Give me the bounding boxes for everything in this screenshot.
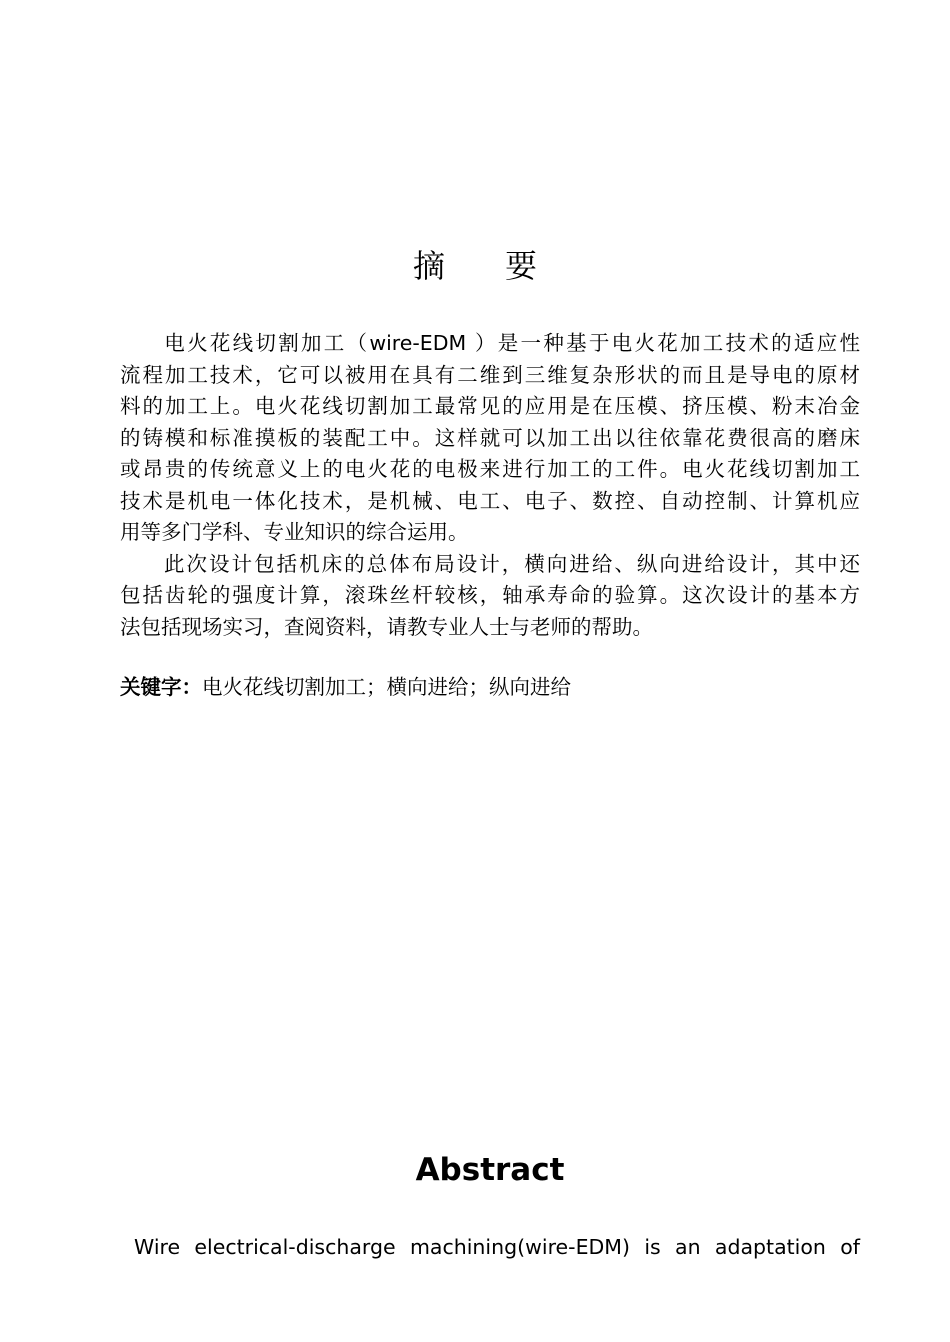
keywords-line xyxy=(120,672,860,704)
paragraph-1-line-6: 技术是机电一体化技术，是机械、电工、电子、数控、自动控制、计算机应 xyxy=(120,488,860,513)
paragraph-1-line-3: 料的加工上。电火花线切割加工最常见的应用是在压模、挤压模、粉末冶金 xyxy=(120,394,860,418)
paragraph-2-line-3: 法包括现场实习，查阅资料，请教专业人士与老师的帮助。 xyxy=(120,614,653,639)
title-char-1: 摘 xyxy=(412,247,445,285)
english-abstract-first-line: Wire electrical-discharge machining(wire-EDM) is an adaptation of xyxy=(134,1235,860,1259)
chinese-abstract-body xyxy=(120,328,860,643)
paragraph-1-line-4: 的铸模和标准摸板的装配工中。这样就可以加工出以往依靠花费很高的磨床 xyxy=(120,425,860,450)
title-char-2: 要 xyxy=(505,247,538,285)
english-abstract-title: Abstract xyxy=(415,1152,565,1188)
paragraph-2-line-1: 此次设计包括机床的总体布局设计，横向进给、纵向进给设计，其中还 xyxy=(162,551,860,576)
paragraph-1-line-2: 流程加工技术，它可以被用在具有二维到三维复杂形状的而且是导电的原材 xyxy=(120,362,860,387)
paragraph-2-line-2: 包括齿轮的强度计算，滚珠丝杆较核，轴承寿命的验算。这次设计的基本方 xyxy=(120,583,860,607)
keywords-text: 电火花线切割加工；横向进给；纵向进给 xyxy=(202,675,571,699)
paragraph-1-line-5: 或昂贵的传统意义上的电火花的电极来进行加工的工件。电火花线切割加工 xyxy=(120,457,860,481)
chinese-abstract-title xyxy=(0,243,950,289)
paragraph-1-line-1: 电火花线切割加工（wire-EDM ）是一种基于电火花加工技术的适应性 xyxy=(162,331,860,355)
paragraph-1-line-7: 用等多门学科、专业知识的综合运用。 xyxy=(120,520,469,544)
keywords-label: 关键字： xyxy=(120,675,202,699)
